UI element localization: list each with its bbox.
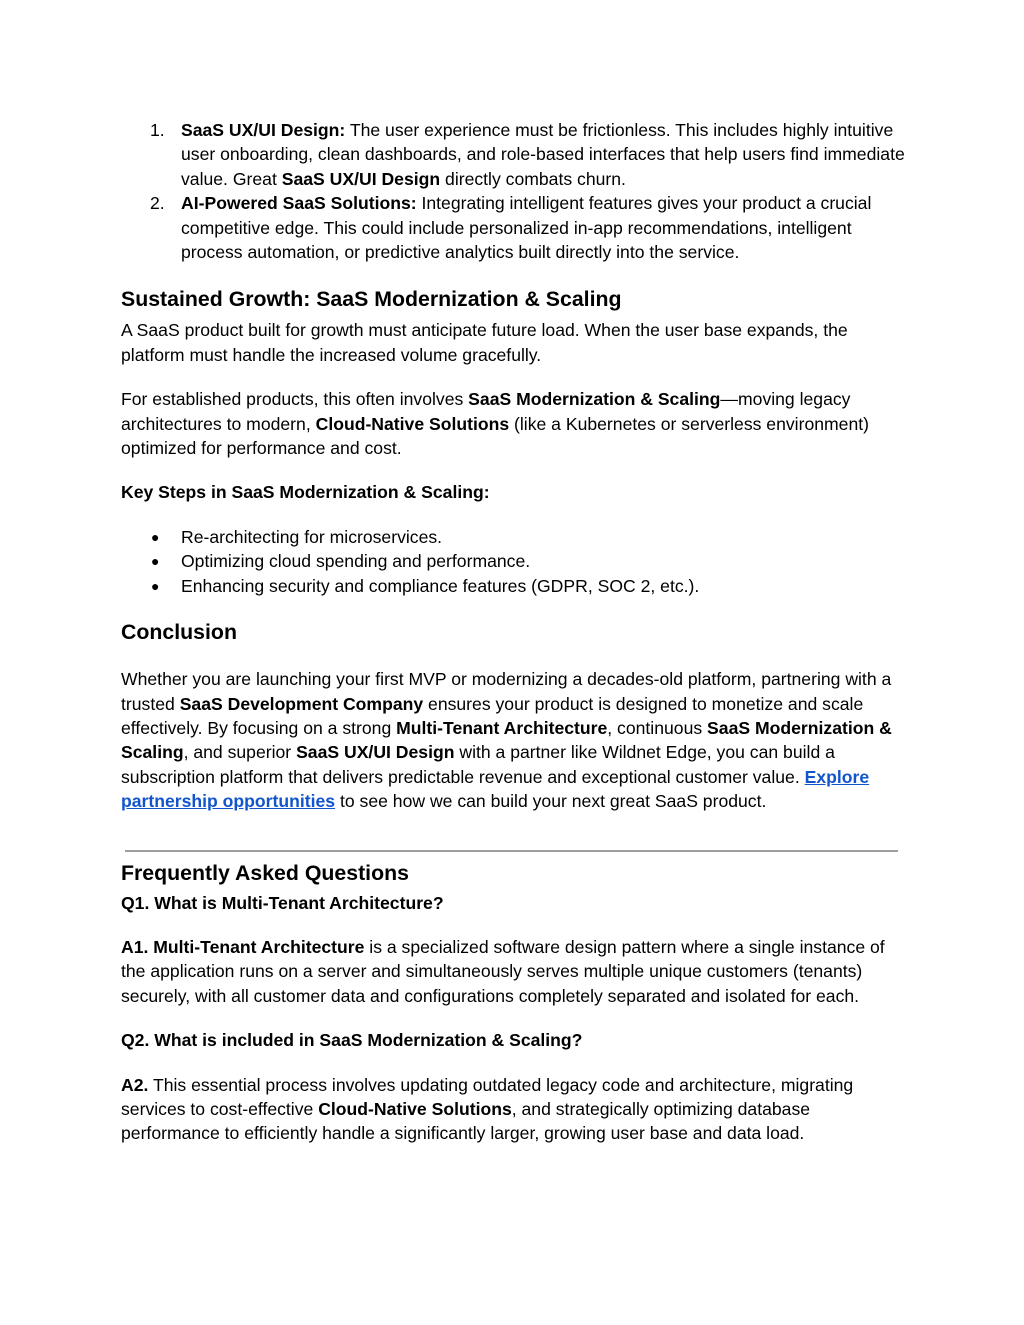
horizontal-divider bbox=[125, 850, 898, 852]
faq-question: Q1. What is Multi-Tenant Architecture? bbox=[121, 892, 444, 913]
list-item: 1. SaaS UX/UI Design: The user experience must be frictionless. This includes highly intuitive user onboarding, clean dashboards, and role-based interfaces that help users find immediate value. Great SaaS UX/UI Design directly combats churn. bbox=[150, 120, 905, 189]
paragraph: Whether you are launching your first MVP or modernizing a decades-old platform, partnering with a trusted SaaS Development Company ensures your product is designed to monetize and scale effectively. By focusing on a strong Multi-Tenant Architecture, continuous SaaS Modernization & Scaling, and superior SaaS UX/UI Design with a partner like Wildnet Edge, you can build a subscription platform that delivers predictable revenue and exceptional customer value. Explore partnership opportunities to see how we can build your next great SaaS product. bbox=[121, 669, 892, 812]
list-item: ● Optimizing cloud spending and performance. bbox=[121, 549, 906, 573]
list-item: ● Enhancing security and compliance features (GDPR, SOC 2, etc.). bbox=[121, 574, 906, 598]
faq-answer: A1. Multi-Tenant Architecture is a specialized software design pattern where a single instance of the application runs on a server and simultaneously serves multiple unique customers (tenants) securely, with all customer data and configurations completely separated and isolated for each. bbox=[121, 936, 885, 1006]
list-marker: 2. bbox=[150, 193, 165, 214]
list-item-title: AI-Powered SaaS Solutions: bbox=[181, 193, 417, 214]
explore-partnership-link[interactable]: Explore partnership opportunities bbox=[121, 766, 870, 812]
bullet-icon: ● bbox=[151, 528, 160, 545]
list-item: ● Re-architecting for microservices. bbox=[121, 525, 906, 549]
document-page bbox=[121, 118, 906, 1146]
paragraph: A SaaS product built for growth must anticipate future load. When the user base expands, the platform must handle the increased volume gracefully. bbox=[121, 320, 848, 365]
paragraph: For established products, this often involves SaaS Modernization & Scaling—moving legacy architectures to modern, Cloud-Native Solutions (like a Kubernetes or serverless environment) optimized for performance and cost. bbox=[121, 389, 869, 459]
section-heading-faq: Frequently Asked Questions bbox=[121, 860, 409, 885]
list-item-title: SaaS UX/UI Design: bbox=[181, 120, 346, 140]
numbered-list bbox=[121, 118, 906, 264]
bullet-icon: ● bbox=[151, 553, 160, 570]
list-item: 2. AI-Powered SaaS Solutions: Integrating intelligent features gives your product a crucial competitive edge. This could include personalized in-app recommendations, intelligent process automation, or predictive analytics built directly into the service. bbox=[150, 193, 872, 263]
faq-question: Q2. What is included in SaaS Modernization & Scaling? bbox=[121, 1030, 583, 1051]
faq-answer: A2. This essential process involves updating outdated legacy code and architecture, migrating services to cost-effective Cloud-Native Solutions, and strategically optimizing database performance to efficiently handle a significantly larger, growing user base and data load. bbox=[121, 1074, 854, 1144]
bullet-list bbox=[121, 525, 906, 598]
section-heading-growth: Sustained Growth: SaaS Modernization & Scaling bbox=[121, 287, 622, 312]
list-marker: 1. bbox=[150, 120, 165, 140]
subheading-key-steps: Key Steps in SaaS Modernization & Scaling: bbox=[121, 482, 490, 503]
bullet-icon: ● bbox=[151, 577, 160, 594]
section-heading-conclusion: Conclusion bbox=[121, 620, 237, 645]
